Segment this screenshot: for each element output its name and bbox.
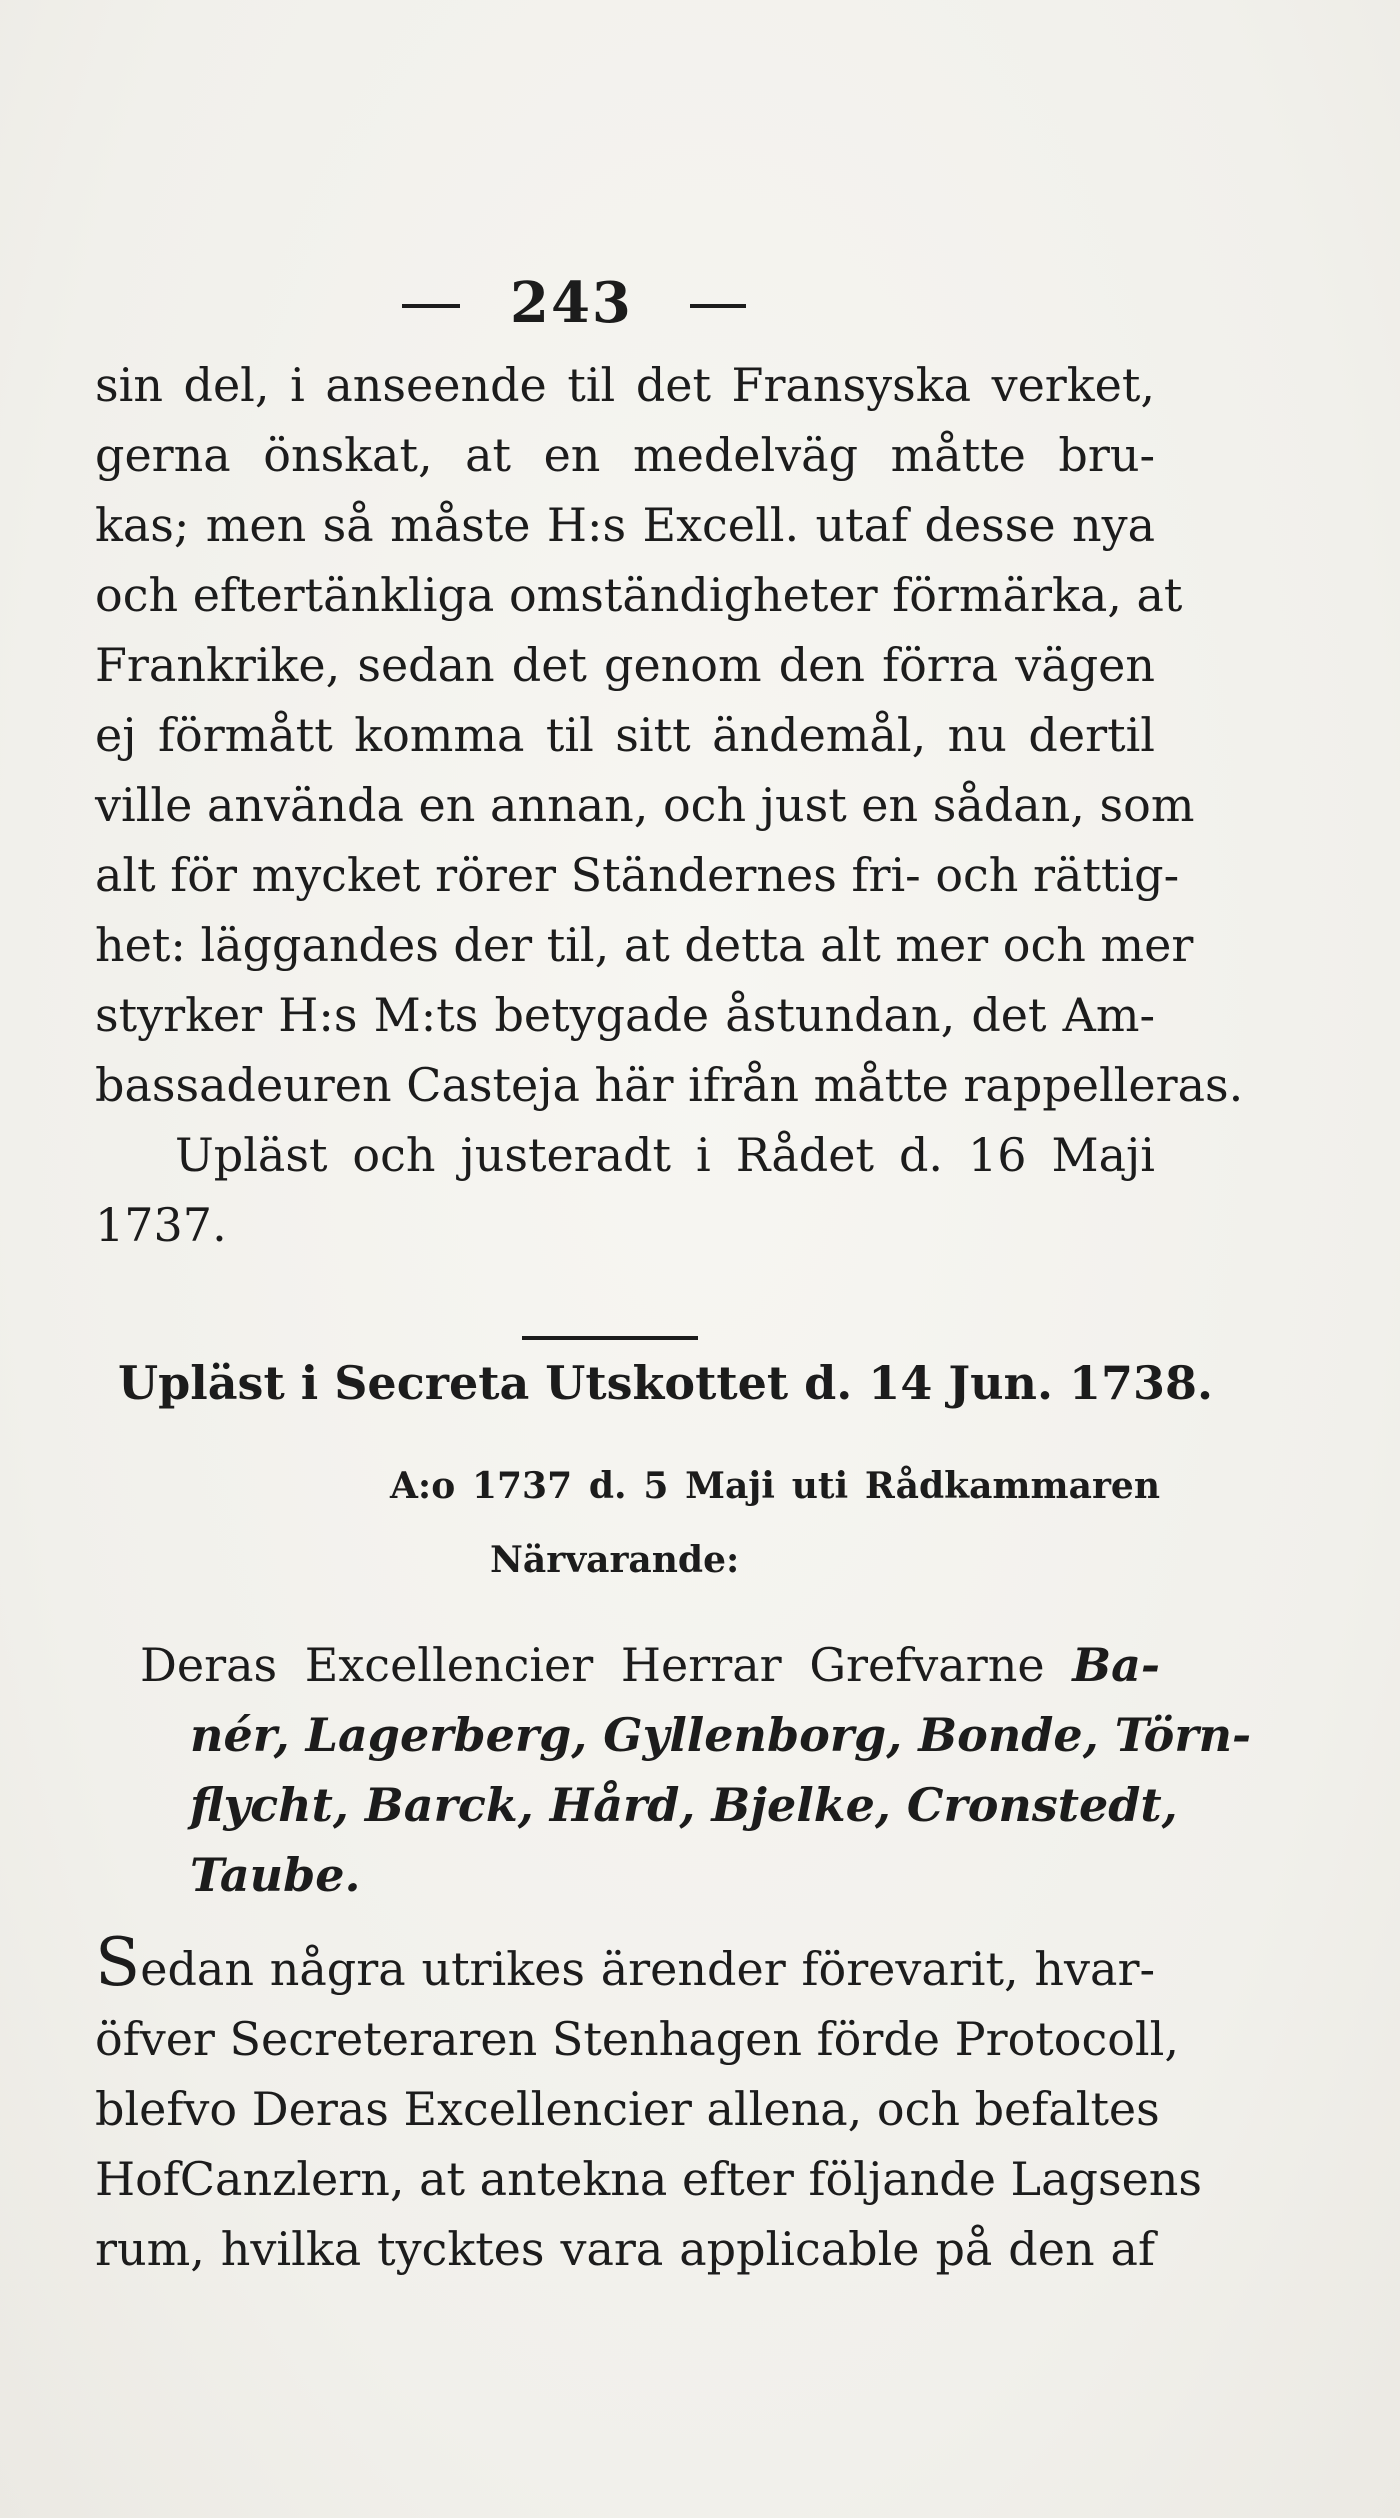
secret-note-text: Upläst i Secreta Utskottet d. 14 Jun. 1738.: [118, 1356, 1214, 1410]
text-line: HofCanzlern, at antekna efter följande Lagsens: [95, 2152, 1203, 2206]
session-date-line: A:o 1737 d. 5 Maji uti Rådkammaren: [390, 1465, 1160, 1507]
header-dash-left: [402, 304, 460, 308]
text-line: öfver Secreteraren Stenhagen förde Protocoll,: [95, 2012, 1179, 2066]
text-line: bassadeuren Casteja här ifrån måtte rappelleras.: [95, 1058, 1244, 1112]
read-note-line-1: Upläst och justeradt i Rådet d. 16 Maji: [175, 1128, 1155, 1182]
read-note-line-2: 1737.: [95, 1198, 227, 1252]
drop-cap: S: [95, 1924, 141, 2001]
text-line: blefvo Deras Excellencier allena, och befaltes: [95, 2082, 1160, 2136]
text-line: ej förmått komma til sitt ändemål, nu dertil: [95, 708, 1155, 762]
header-dash-right: [690, 304, 746, 308]
text-line: [95, 1924, 1155, 2001]
text-line: rum, hvilka tycktes vara applicable på den af: [95, 2222, 1155, 2276]
text-line: ville använda en annan, och just en sådan, som: [95, 778, 1195, 832]
text-line: Frankrike, sedan det genom den förra vägen: [95, 638, 1155, 692]
text-line: sin del, i anseende til det Fransyska verket,: [95, 358, 1155, 412]
attendees-prefix: Deras Excellencier Herrar Grefvarne: [140, 1638, 1045, 1692]
first-line-rest: edan några utrikes ärender förevarit, hvar-: [140, 1942, 1155, 1996]
attendees-line-3: flycht, Barck, Hård, Bjelke, Cronstedt,: [190, 1778, 1178, 1832]
page-number: 243: [510, 270, 633, 336]
text-line: styrker H:s M:ts betygade åstundan, det Am-: [95, 988, 1155, 1042]
text-line: alt för mycket rörer Ständernes fri- och rättig-: [95, 848, 1180, 902]
present-label: Närvarande:: [490, 1539, 740, 1581]
section-rule: [522, 1336, 698, 1340]
attendees-line-2: nér, Lagerberg, Gyllenborg, Bonde, Törn-: [190, 1708, 1252, 1762]
page-header: [0, 270, 1400, 340]
attendees-line-1: [140, 1630, 1160, 1700]
text-line: het: läggandes der til, at detta alt mer och mer: [95, 918, 1194, 972]
attendee-name: Ba-: [1072, 1638, 1161, 1692]
attendees-line-4: Taube.: [190, 1848, 361, 1902]
text-line: gerna önskat, at en medelväg måtte bru-: [95, 428, 1155, 482]
text-line: kas; men så måste H:s Excell. utaf desse nya: [95, 498, 1155, 552]
text-line: och eftertänkliga omständigheter förmärka, at: [95, 568, 1183, 622]
